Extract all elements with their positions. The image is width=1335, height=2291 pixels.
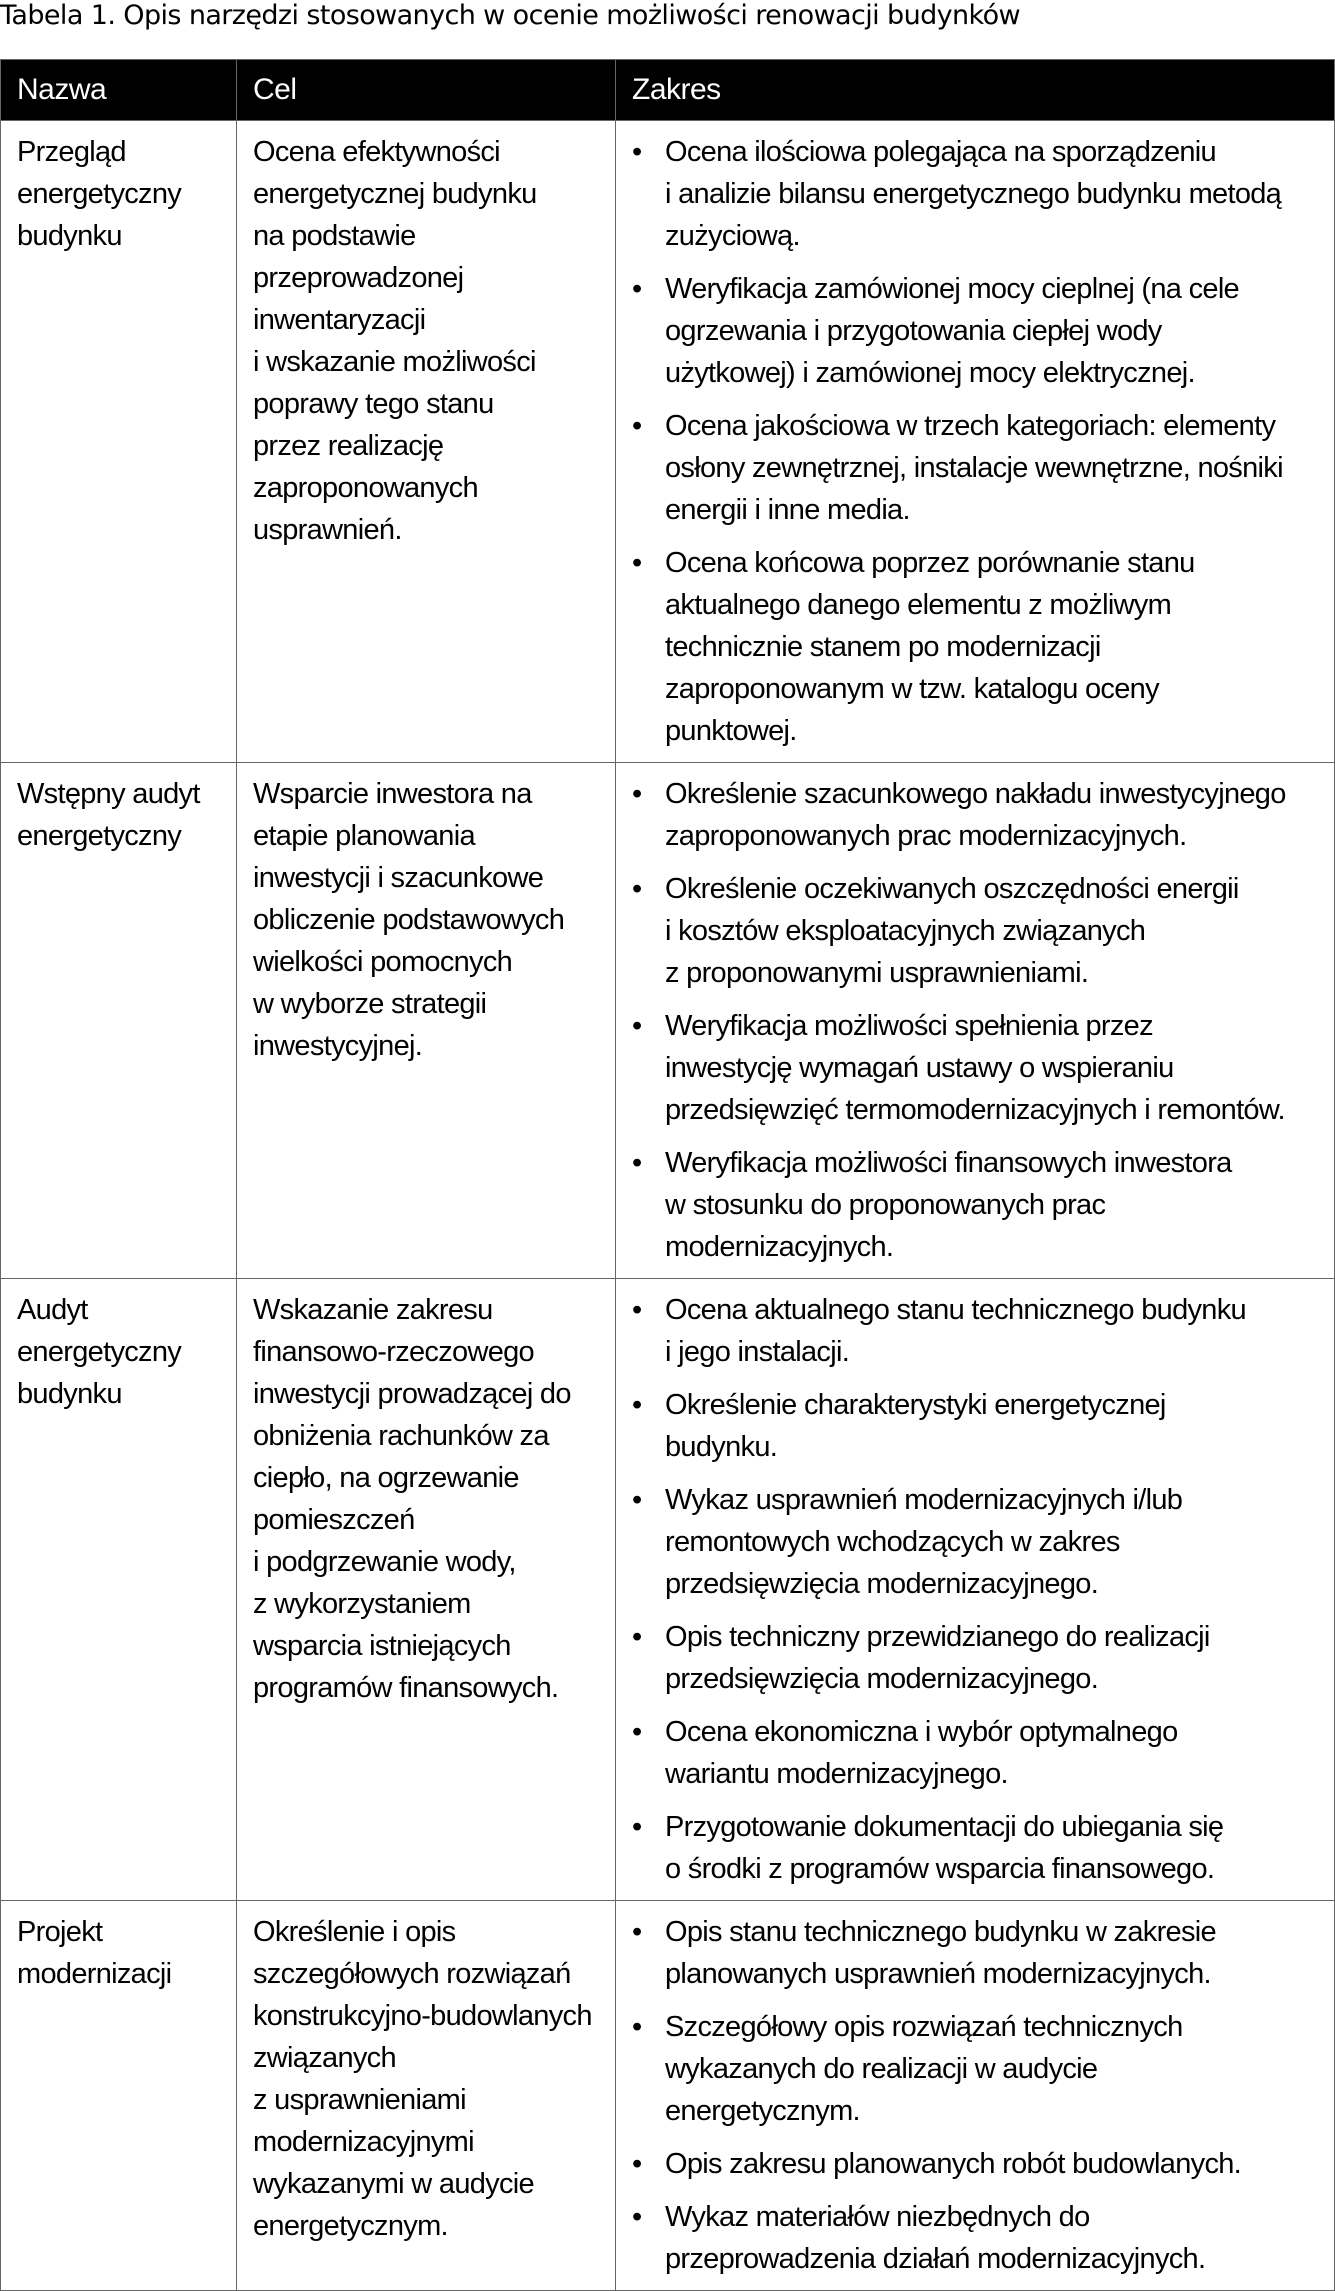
column-header-goal: Cel (237, 60, 616, 121)
scope-item-text: Szczegółowy opis rozwiązań technicznych wykazanych do realizacji w audycie energetycznym. (665, 2011, 1183, 2127)
bullet-icon: • (632, 778, 642, 810)
scope-item-text: Ocena końcowa poprzez porównanie stanu aktualnego danego elementu z możliwym technicznie stanem po modernizacji zaproponowanym w tzw. katalogu oceny punktowej. (665, 547, 1195, 747)
tool-goal: Wsparcie inwestora na etapie planowania inwestycji i szacunkowe obliczenie podstawowych wielkości pomocnych w wyborze strategii inwestycyjnej. (237, 763, 616, 1279)
tool-name: Wstępny audyt energetyczny (1, 763, 237, 1279)
table-header-row (1, 60, 1335, 121)
scope-item-text: Ocena ekonomiczna i wybór optymalnego wariantu modernizacyjnego. (665, 1716, 1178, 1790)
table-row (1, 1901, 1335, 2291)
scope-item-text: Ocena aktualnego stanu technicznego budynku i jego instalacji. (665, 1294, 1246, 1368)
bullet-icon: • (632, 1484, 642, 1516)
scope-item-text: Wykaz materiałów niezbędnych do przeprowadzenia działań modernizacyjnych. (665, 2201, 1206, 2275)
scope-item (632, 268, 1320, 394)
bullet-icon: • (632, 547, 642, 579)
scope-item (632, 1289, 1320, 1373)
scope-item-text: Opis stanu technicznego budynku w zakresie planowanych usprawnień modernizacyjnych. (665, 1916, 1216, 1990)
bullet-icon: • (632, 410, 642, 442)
bullet-icon: • (632, 2148, 642, 2180)
scope-list (632, 1911, 1320, 2280)
table-row (1, 121, 1335, 763)
tools-table (0, 59, 1335, 2291)
scope-item (632, 542, 1320, 752)
scope-item-text: Wykaz usprawnień modernizacyjnych i/lub remontowych wchodzących w zakres przedsięwzięcia modernizacyjnego. (665, 1484, 1183, 1600)
scope-item-text: Opis zakresu planowanych robót budowlanych. (665, 2148, 1242, 2180)
scope-item-text: Opis techniczny przewidzianego do realizacji przedsięwzięcia modernizacyjnego. (665, 1621, 1210, 1695)
scope-item (632, 1711, 1320, 1795)
bullet-icon: • (632, 1010, 642, 1042)
scope-list (632, 131, 1320, 752)
bullet-icon: • (632, 2011, 642, 2043)
scope-item (632, 1005, 1320, 1131)
scope-item (632, 2143, 1320, 2185)
scope-item-text: Weryfikacja zamówionej mocy cieplnej (na cele ogrzewania i przygotowania ciepłej wody użytkowej) i zamówionej mocy elektrycznej. (665, 273, 1239, 389)
column-header-scope: Zakres (616, 60, 1335, 121)
bullet-icon: • (632, 1294, 642, 1326)
table-row (1, 763, 1335, 1279)
bullet-icon: • (632, 136, 642, 168)
bullet-icon: • (632, 1621, 642, 1653)
tool-scope (616, 1901, 1335, 2291)
scope-item (632, 1616, 1320, 1700)
bullet-icon: • (632, 1389, 642, 1421)
scope-item-text: Ocena jakościowa w trzech kategoriach: elementy osłony zewnętrznej, instalacje wewnętrzne, nośniki energii i inne media. (665, 410, 1283, 526)
scope-item (632, 773, 1320, 857)
tool-name: Przegląd energetyczny budynku (1, 121, 237, 763)
tool-name: Audyt energetyczny budynku (1, 1279, 237, 1901)
scope-item (632, 131, 1320, 257)
bullet-icon: • (632, 1811, 642, 1843)
tool-goal: Określenie i opis szczegółowych rozwiązań konstrukcyjno-budowlanych związanych z usprawnieniami modernizacyjnymi wykazanymi w audycie energetycznym. (237, 1901, 616, 2291)
scope-item-text: Przygotowanie dokumentacji do ubiegania się o środki z programów wsparcia finansowego. (665, 1811, 1224, 1885)
bullet-icon: • (632, 1147, 642, 1179)
scope-item-text: Określenie szacunkowego nakładu inwestycyjnego zaproponowanych prac modernizacyjnych. (665, 778, 1286, 852)
bullet-icon: • (632, 1716, 642, 1748)
scope-item-text: Określenie charakterystyki energetycznej budynku. (665, 1389, 1166, 1463)
column-header-name: Nazwa (1, 60, 237, 121)
bullet-icon: • (632, 873, 642, 905)
bullet-icon: • (632, 1916, 642, 1948)
bullet-icon: • (632, 2201, 642, 2233)
scope-list (632, 773, 1320, 1268)
scope-item (632, 1384, 1320, 1468)
scope-item (632, 1479, 1320, 1605)
tool-goal: Ocena efektywności energetycznej budynku na podstawie przeprowadzonej inwentaryzacji i wskazanie możliwości poprawy tego stanu przez realizację zaproponowanych usprawnień. (237, 121, 616, 763)
scope-item-text: Weryfikacja możliwości spełnienia przez inwestycję wymagań ustawy o wspieraniu przedsięwzięć termomodernizacyjnych i remontów. (665, 1010, 1285, 1126)
table-caption: Tabela 1. Opis narzędzi stosowanych w ocenie możliwości renowacji budynków (0, 0, 1020, 31)
tool-scope (616, 1279, 1335, 1901)
scope-item-text: Weryfikacja możliwości finansowych inwestora w stosunku do proponowanych prac modernizacyjnych. (665, 1147, 1232, 1263)
scope-list (632, 1289, 1320, 1890)
tool-scope (616, 121, 1335, 763)
scope-item (632, 2006, 1320, 2132)
tool-goal: Wskazanie zakresu finansowo-rzeczowego inwestycji prowadzącej do obniżenia rachunków za ciepło, na ogrzewanie pomieszczeń i podgrzewanie wody, z wykorzystaniem wsparcia istniejących programów finansowych. (237, 1279, 616, 1901)
scope-item (632, 868, 1320, 994)
scope-item (632, 1142, 1320, 1268)
scope-item (632, 1911, 1320, 1995)
tool-scope (616, 763, 1335, 1279)
scope-item (632, 405, 1320, 531)
scope-item (632, 2196, 1320, 2280)
scope-item (632, 1806, 1320, 1890)
scope-item-text: Określenie oczekiwanych oszczędności energii i kosztów eksploatacyjnych związanych z proponowanymi usprawnieniami. (665, 873, 1239, 989)
scope-item-text: Ocena ilościowa polegająca na sporządzeniu i analizie bilansu energetycznego budynku metodą zużyciową. (665, 136, 1282, 252)
tool-name: Projekt modernizacji (1, 1901, 237, 2291)
bullet-icon: • (632, 273, 642, 305)
table-row (1, 1279, 1335, 1901)
